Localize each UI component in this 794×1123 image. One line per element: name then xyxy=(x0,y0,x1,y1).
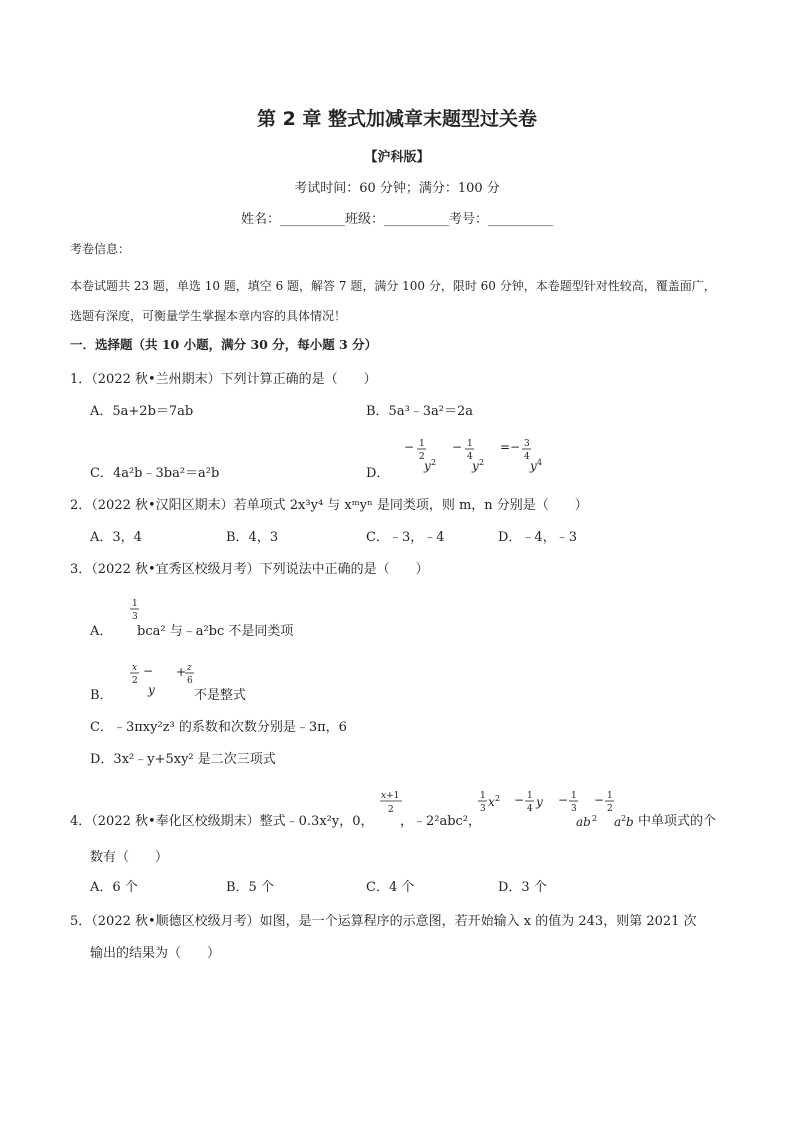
q1-option-c: C．4a²b﹣3ba²＝a²b xyxy=(90,466,220,481)
q2-option-c: C．﹣3，﹣4 xyxy=(366,530,445,545)
svg-text:a: a xyxy=(614,815,622,829)
svg-text:−: − xyxy=(514,793,525,807)
q2-option-a: A．3，4 xyxy=(90,530,142,545)
svg-text:3: 3 xyxy=(571,804,577,814)
svg-text:1: 1 xyxy=(571,791,577,801)
svg-text:3: 3 xyxy=(524,439,530,449)
page-title: 第 2 章 整式加减章末题型过关卷 xyxy=(256,108,538,130)
svg-text:4: 4 xyxy=(524,452,530,462)
svg-text:y: y xyxy=(536,795,543,809)
svg-text:y: y xyxy=(148,683,155,697)
q3-option-a: A． xyxy=(90,624,113,639)
svg-text:2: 2 xyxy=(431,458,437,467)
svg-text:x: x xyxy=(132,663,138,673)
q1-option-a: A．5a+2b＝7ab xyxy=(90,404,194,419)
q4-option-b: B．5 个 xyxy=(226,880,274,895)
svg-text:4: 4 xyxy=(527,804,533,814)
q4-stem-c: 中单项式的个 xyxy=(638,814,717,829)
q4-option-d: D．3 个 xyxy=(498,880,547,895)
q4-a2b-term xyxy=(614,812,638,834)
exam-info: 考试时间：60 分钟；满分：100 分 xyxy=(294,181,500,196)
q3-option-c: C．﹣3πxy²z³ 的系数和次数分别是﹣3π，6 xyxy=(90,720,347,735)
svg-text:1: 1 xyxy=(527,791,533,801)
svg-text:4: 4 xyxy=(467,452,473,462)
q4-option-a: A．6 个 xyxy=(90,880,138,895)
info-label: 考卷信息： xyxy=(70,242,131,256)
q1-stem: 1．（2022 秋•兰州期末）下列计算正确的是（ ） xyxy=(70,372,377,387)
svg-text:2: 2 xyxy=(621,814,627,823)
q1-option-b: B．5a³﹣3a²＝2a xyxy=(366,404,474,419)
q4-option-c: C．4 个 xyxy=(366,880,415,895)
svg-text:1: 1 xyxy=(467,439,473,449)
svg-text:3: 3 xyxy=(480,804,486,814)
svg-text:6: 6 xyxy=(187,676,193,686)
svg-text:2: 2 xyxy=(592,814,598,823)
q3-stem: 3．（2022 秋•宜秀区校级月考）下列说法中正确的是（ ） xyxy=(70,562,429,577)
q1-option-d: D． xyxy=(366,466,390,481)
svg-text:ab: ab xyxy=(576,815,591,829)
svg-text:4: 4 xyxy=(537,458,543,467)
svg-text:2: 2 xyxy=(132,676,138,686)
svg-text:y: y xyxy=(424,459,431,473)
svg-text:−: − xyxy=(404,440,415,454)
svg-text:−: − xyxy=(452,440,463,454)
svg-text:1: 1 xyxy=(132,599,138,609)
svg-text:2: 2 xyxy=(419,452,425,462)
svg-text:y: y xyxy=(472,459,479,473)
q4-stem-b: ，﹣2²abc²， xyxy=(400,814,482,829)
section-heading: 一．选择题（共 10 小题，满分 30 分，每小题 3 分） xyxy=(70,337,378,352)
svg-text:−: − xyxy=(143,664,154,678)
q3-option-b-text: 不是整式 xyxy=(194,688,247,703)
svg-text:−: − xyxy=(594,793,605,807)
q4-stem-d: 数有（ ） xyxy=(90,850,169,865)
q3-option-a-text: bca² 与﹣a²bc 不是同类项 xyxy=(137,624,294,639)
q3-b-formula xyxy=(126,660,198,702)
q5-line-1: 5．（2022 秋•顺德区校级月考）如图，是一个运算程序的示意图，若开始输入 x 的值为 243，则第 2021 次 xyxy=(70,914,697,929)
q1-option-d-formula xyxy=(400,436,560,478)
q4-stem-a: 4．（2022 秋•奉化区校级期末）整式﹣0.3x²y，0， xyxy=(70,814,374,829)
edition-label: 【沪科版】 xyxy=(364,150,430,165)
svg-text:2: 2 xyxy=(607,804,613,814)
svg-text:=−: =− xyxy=(500,440,521,454)
q3-option-d: D．3x²﹣y+5xy² 是二次三项式 xyxy=(90,752,276,767)
svg-text:−: − xyxy=(558,793,569,807)
svg-text:2: 2 xyxy=(388,805,394,815)
svg-text:2: 2 xyxy=(495,794,501,803)
svg-text:1: 1 xyxy=(480,791,486,801)
svg-text:y: y xyxy=(530,459,537,473)
svg-text:1: 1 xyxy=(607,791,613,801)
svg-text:z: z xyxy=(187,663,192,673)
q5-line-2: 输出的结果为（ ） xyxy=(90,946,221,961)
svg-text:x: x xyxy=(488,795,495,809)
q4-formulas xyxy=(474,788,620,830)
info-text: 本卷试题共 23 题，单选 10 题，填空 6 题，解答 7 题，满分 100 分，限时 60 分钟，本卷题型针对性较高，覆盖面广，选题有深度，可衡量学生掌握本章内容的具体情况！ xyxy=(70,279,716,323)
svg-text:1: 1 xyxy=(419,439,425,449)
svg-text:3: 3 xyxy=(132,612,138,622)
q2-stem: 2．（2022 秋•汉阳区期末）若单项式 2x³y⁴ 与 xᵐyⁿ 是同类项，则 m，n 分别是（ ） xyxy=(70,498,588,513)
svg-text:+: + xyxy=(176,665,187,679)
q2-option-b: B．4，3 xyxy=(226,530,279,545)
q2-option-d: D．﹣4，﹣3 xyxy=(498,530,577,545)
svg-text:x+1: x+1 xyxy=(381,791,400,801)
name-class-id-line: 姓名：__________班级：__________考号：__________ xyxy=(240,212,553,227)
svg-text:2: 2 xyxy=(479,458,485,467)
q3-option-b: B． xyxy=(90,688,113,703)
svg-text:b: b xyxy=(626,815,634,829)
